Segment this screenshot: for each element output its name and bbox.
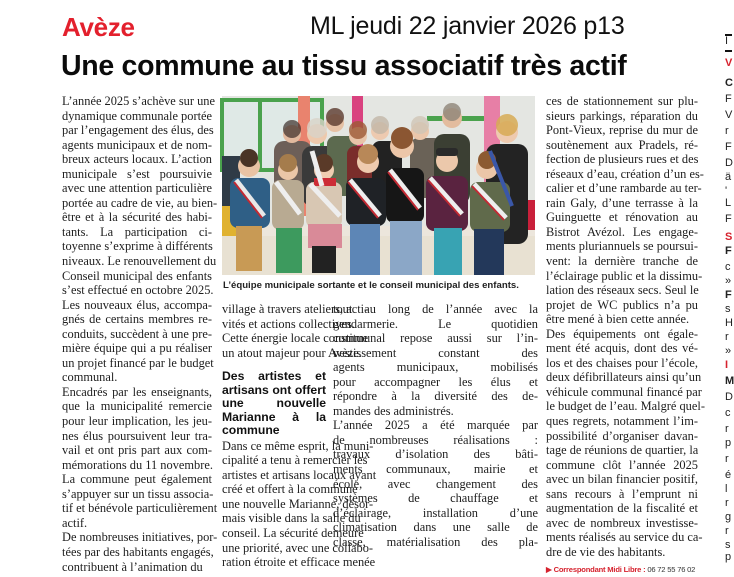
- article-text-line: augmentation de la fiscalité et: [546, 501, 698, 516]
- article-text-line: ment été acquis, dont des vé-: [546, 341, 698, 356]
- article-text-line: avec une attention particulière: [62, 181, 212, 196]
- article-text-line: tif et bénévole particulièrement: [62, 501, 212, 516]
- article-text-line: d’éclairage, installation d’une: [333, 506, 538, 521]
- article-text-line: lation des réseaux secs. Seul le: [546, 283, 698, 298]
- article-text-line: Dans ce même esprit, la muni-: [222, 439, 326, 454]
- article-text-line: Conseil municipal des enfants: [62, 269, 212, 284]
- article-text-line: avec de nombreux investisse-: [546, 516, 698, 531]
- article-text-line: de nombreuses réalisations :: [333, 433, 538, 448]
- article-text-line: ments réalisés au service du ca-: [546, 530, 698, 545]
- cropped-text-glyph: c: [725, 262, 731, 273]
- article-text-line: actif.: [62, 516, 212, 531]
- cropped-text-glyph: r: [725, 126, 729, 137]
- article-text-line: nes élus poursuivent leur tra-: [62, 429, 212, 444]
- cropped-text-glyph: c: [725, 408, 731, 419]
- cropped-text-glyph: »: [725, 346, 731, 357]
- cropped-text-glyph: r: [725, 498, 729, 509]
- cropped-text-glyph: r: [725, 526, 729, 537]
- article-text-line: réseaux d’eau, création d’un es-: [546, 167, 698, 182]
- article-text-line: Pont-Vieux, reprise du mur de: [546, 123, 698, 138]
- article-text-line: commune clôt l’année 2025: [546, 458, 698, 473]
- article-column-3: [333, 302, 538, 549]
- article-text-line: par l’engagement des élus, des: [62, 123, 212, 138]
- article-text-line: ques regrets, notamment l’im-: [546, 414, 698, 429]
- cropped-text-glyph: F: [725, 290, 732, 301]
- article-text-line: tout au long de l’année avec la: [333, 302, 538, 317]
- article-text-line: vités et actions collectives.: [222, 317, 326, 332]
- cropped-text-glyph: C: [725, 78, 733, 89]
- article-text-line: le budget de l’eau. Malgré quel-: [546, 399, 698, 414]
- photo-caption: L’équipe municipale sortante et le conseil municipal des enfants.: [223, 280, 519, 291]
- article-text-line: ces de stationnement sur plu-: [546, 94, 698, 109]
- article-text-line: que la municipalité remercie: [62, 399, 212, 414]
- article-text-line: conduits, succèdent à une pre-: [62, 327, 212, 342]
- cropped-text-glyph: F: [725, 246, 732, 257]
- article-text-line: artistes et artisans locaux ayant: [222, 468, 326, 483]
- cropped-text-glyph: H: [725, 318, 733, 329]
- article-text-line: Les nouveaux élus, accompa-: [62, 298, 212, 313]
- article-text-line: école, avec changement des: [333, 477, 538, 492]
- cropped-text-glyph: D: [725, 392, 733, 403]
- article-text-line: La commune peut également: [62, 472, 212, 487]
- article-text-line: L’année 2025 a été marquée par: [333, 418, 538, 433]
- article-text-line: créé et offert à la commune: [222, 482, 326, 497]
- article-text-line: climatisation dans une salle de: [333, 520, 538, 535]
- article-text-line: sans recours à l’emprunt ni: [546, 487, 698, 502]
- cropped-text-glyph: ä: [725, 172, 731, 183]
- cropped-text-glyph: D: [725, 158, 733, 169]
- cropped-text-glyph: p: [725, 552, 731, 563]
- cropped-text-glyph: p: [725, 438, 731, 449]
- article-text-line: pour leur implication, les jeu-: [62, 414, 212, 429]
- article-text-line: village à travers ateliers, acti-: [222, 302, 326, 317]
- article-text-line: Des équipements ont égale-: [546, 327, 698, 342]
- article-text-line: Bistrot Avézol. Les engage-: [546, 225, 698, 240]
- article-text-line: un projet financé par le budget: [62, 356, 212, 371]
- article-text-line: agents municipaux, mobilisés: [333, 360, 538, 375]
- article-text-line: une nouvelle Marianne, désor-: [222, 497, 326, 512]
- article-text-line: fection de plusieurs rues et des: [546, 152, 698, 167]
- article-text-line: tage de réunions de quartier, la: [546, 443, 698, 458]
- article-text-line: mière équipe qui a pu réaliser: [62, 341, 212, 356]
- article-text-line: portée au cadre de vie, au bien-: [62, 196, 212, 211]
- article-text-line: mémorations du 11 novembre.: [62, 458, 212, 473]
- article-text-line: avec un bilan financier positif,: [546, 472, 698, 487]
- cropped-text-glyph: F: [725, 214, 732, 225]
- headline: Une commune au tissu associatif très actif: [61, 50, 627, 83]
- article-text-line: deux défibrillateurs ainsi qu’un: [546, 370, 698, 385]
- article-text-line: être et à la sécurité des habi-: [62, 210, 212, 225]
- article-text-line: s’appuyer sur un tissu associa-: [62, 487, 212, 502]
- article-text-line: contribuent à l’animation du: [62, 560, 212, 575]
- article-text-line: dynamique communale portée: [62, 109, 212, 124]
- article-text-line: L’année 2025 s’achève sur une: [62, 94, 212, 109]
- article-text-line: los et des chaises pour l’école,: [546, 356, 698, 371]
- article-column-1: [62, 94, 212, 574]
- cropped-text-glyph: M: [725, 376, 734, 387]
- group-photo-image: [222, 96, 535, 275]
- cropped-text-glyph: F: [725, 142, 732, 153]
- article-text-line: Cette énergie locale constitue: [222, 331, 326, 346]
- cropped-text-glyph: F: [725, 94, 732, 105]
- article-text-line: projet de WC publics n’a pu: [546, 298, 698, 313]
- article-text-line: sieurs parkings, réparation du: [546, 109, 698, 124]
- article-text-line: vestissement constant des: [333, 346, 538, 361]
- article-text-line: Encadrés par les enseignants,: [62, 385, 212, 400]
- dateline: ML jeudi 22 janvier 2026 p13: [310, 12, 625, 41]
- correspondent-phone: 06 72 55 76 02: [647, 565, 695, 574]
- play-triangle-icon: ▶: [546, 565, 552, 574]
- locality-kicker: Avèze: [62, 12, 135, 43]
- article-text-line: vent: la dernière tranche de: [546, 254, 698, 269]
- cropped-text-glyph: S: [725, 232, 732, 243]
- cropped-text-glyph: I: [725, 36, 728, 47]
- article-text-line: breux acteurs locaux. L’action: [62, 152, 212, 167]
- cropped-text-glyph: é: [725, 470, 731, 481]
- article-text-line: classe, matérialisation des pla-: [333, 535, 538, 550]
- correspondent-label: Correspondant Midi Libre :: [554, 565, 646, 574]
- article-text-line: calier et d’une rambarde au ter-: [546, 181, 698, 196]
- cropped-text-glyph: l: [725, 484, 727, 495]
- cropped-text-glyph: s: [725, 304, 731, 315]
- article-text-line: conseil. La sécurité demeure: [222, 526, 326, 541]
- article-text-line: pour accompagner les élus et: [333, 375, 538, 390]
- article-text-line: Guinguette et rénovation au: [546, 210, 698, 225]
- cropped-text-glyph: r: [725, 332, 729, 343]
- article-text-line: dre de vie des habitants.: [546, 545, 698, 560]
- article-text-line: être mené à bien cette année.: [546, 312, 698, 327]
- article-text-line: mais visible dans la salle du: [222, 511, 326, 526]
- cropped-text-glyph: s: [725, 540, 731, 551]
- article-text-line: rain Galy, d’une terrasse à la: [546, 196, 698, 211]
- article-text-line: gnés de certains membres re-: [62, 312, 212, 327]
- article-text-line: travaux d’isolation des bâti-: [333, 447, 538, 462]
- article-text-line: ments pluriannuels se poursui-: [546, 239, 698, 254]
- article-text-line: toyenne s’exprime à différents: [62, 239, 212, 254]
- article-column-4: [546, 94, 698, 577]
- article-text-line: systèmes de chauffage et: [333, 491, 538, 506]
- article-text-line: tants. La participation ci-: [62, 225, 212, 240]
- article-text-line: De nombreuses initiatives, por-: [62, 530, 212, 545]
- cropped-text-glyph: g: [725, 512, 731, 523]
- article-text-line: agents municipaux et de nom-: [62, 138, 212, 153]
- article-text-line: communal repose aussi sur l’in-: [333, 331, 538, 346]
- article-text-line: communal.: [62, 370, 212, 385]
- article-text-line: une priorité, avec une collabo-: [222, 541, 326, 556]
- article-text-line: gendarmerie. Le quotidien: [333, 317, 538, 332]
- cropped-text-glyph: V: [725, 58, 732, 69]
- article-text-line: ments communaux, mairie et: [333, 462, 538, 477]
- article-text-line: niveaux. Le renouvellement du: [62, 254, 212, 269]
- article-text-line: tées par des habitants engagés,: [62, 545, 212, 560]
- cropped-text-glyph: r: [725, 454, 729, 465]
- group-photo: [222, 96, 535, 275]
- subheading: Des artistes et artisans ont offert une nouvelle Marianne à la commune: [222, 370, 326, 438]
- article-column-2: [222, 302, 326, 570]
- article-text-line: véhicule communal financé par: [546, 385, 698, 400]
- cropped-text-glyph: ': [725, 186, 727, 197]
- cropped-text-glyph: »: [725, 276, 731, 287]
- cropped-text-glyph: I: [725, 360, 728, 371]
- cropped-text-glyph: L: [725, 198, 731, 209]
- cropped-text-glyph: V: [725, 110, 732, 121]
- article-text-line: possibilité d’organiser davan-: [546, 429, 698, 444]
- article-text-line: répondre à la diversité des de-: [333, 389, 538, 404]
- divider-rule: [725, 50, 732, 52]
- correspondent-signoff: [546, 563, 698, 577]
- article-text-line: soutènement aux Pradels, ré-: [546, 138, 698, 153]
- adjacent-article-edge: [725, 0, 732, 555]
- article-text-line: vail et ont pris part aux com-: [62, 443, 212, 458]
- article-text-line: l’éclairage public et la dissimu-: [546, 269, 698, 284]
- cropped-text-glyph: r: [725, 424, 729, 435]
- article-text-line: cipalité a tenu à remercier les: [222, 453, 326, 468]
- article-text-line: ration étroite et efficace menée: [222, 555, 326, 570]
- article-text-line: un atout majeur pour Avèze.: [222, 346, 326, 361]
- article-text-line: mandes des administrés.: [333, 404, 538, 419]
- article-text-line: municipale s’est poursuivie: [62, 167, 212, 182]
- article-text-line: s’est effectué en octobre 2025.: [62, 283, 212, 298]
